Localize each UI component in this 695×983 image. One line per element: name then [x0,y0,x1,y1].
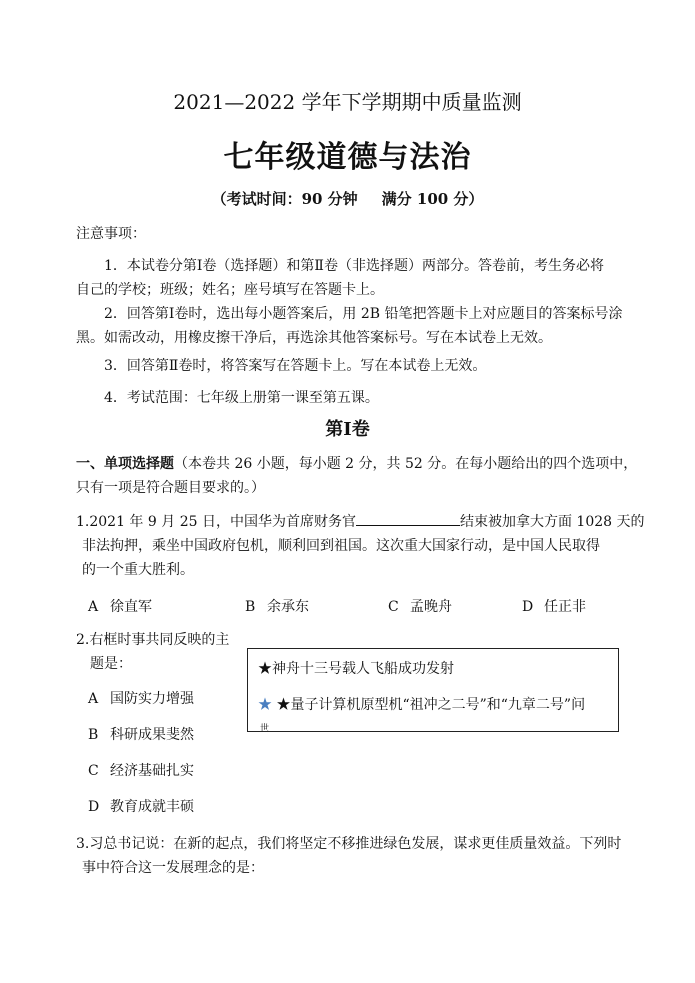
section-instruction-line-2: 只有一项是符合题目要求的。） [76,480,265,496]
q3-line-1: 3.习总书记说：在新的起点，我们将坚定不移推进绿色发展，谋求更佳质量效益。下列时 [76,836,622,852]
notice-item-3: 3．回答第Ⅱ卷时，将答案写在答题卡上。写在本试卷上无效。 [104,358,487,374]
q1-option-d: D 任正非 [522,599,586,615]
q1-line-1 [76,510,645,534]
q2-line-2: 题是： [90,656,132,672]
section-rules: （本卷共 26 小题，每小题 2 分，共 52 分。在每小题给出的四个选项中， [174,456,638,472]
q1-answer-blank [356,511,460,526]
q2-news-item-2: ★ ★量子计算机原型机“祖冲之二号”和“九章二号”问 [258,697,586,713]
q2-option-a: A 国防实力增强 [88,691,194,707]
section-instruction-line-1 [76,452,637,476]
notice-item-4: 4．考试范围：七年级上册第一课至第五课。 [104,390,379,406]
full-score: 满分 100 分） [381,190,484,208]
q1-stem-a: 1.2021 年 9 月 25 日，中国华为首席财务官 [76,514,356,530]
q2-option-b: B 科研成果斐然 [88,727,194,743]
notice-item-2-line-1: 2．回答第Ⅰ卷时，选出每小题答案后，用 2B 铅笔把答题卡上对应题目的答案标号涂 [104,306,623,322]
notice-item-2-line-2: 黑。如需改动，用橡皮擦干净后，再选涂其他答案标号。写在本试卷上无效。 [76,330,552,346]
notice-item-1-line-2: 自己的学校；班级；姓名；座号填写在答题卡上。 [76,282,384,298]
q1-option-a: A 徐直军 [88,599,152,615]
exam-title: 2021—2022 学年下学期期中质量监测 [173,90,522,114]
q3-line-2: 事中符合这一发展理念的是： [82,860,264,876]
q1-line-3: 的一个重大胜利。 [82,562,194,578]
q1-line-2: 非法拘押，乘坐中国政府包机，顺利回到祖国。这次重大国家行动，是中国人民取得 [82,538,600,554]
q2-option-c: C 经济基础扎实 [88,763,194,779]
exam-time-info [0,188,695,209]
star-icon: ★ [258,697,272,713]
section-title: 第Ⅰ卷 [325,419,370,440]
section-type: 一、单项选择题 [76,456,174,472]
q1-stem-b: 结束被加拿大方面 1028 天的 [459,514,645,530]
q2-news-box [247,648,619,732]
q2-news-item-2-overflow: 世 [260,724,270,732]
notice-item-1-line-1: 1．本试卷分第Ⅰ卷（选择题）和第Ⅱ卷（非选择题）两部分。答卷前，考生务必将 [104,258,604,274]
q1-option-b: B 余承东 [245,599,309,615]
q2-line-1: 2.右框时事共同反映的主 [76,632,230,648]
notice-title: 注意事项： [76,226,146,242]
q2-option-d: D 教育成就丰硕 [88,799,194,815]
q1-option-c: C 孟晚舟 [388,599,452,615]
q2-news-item-1: ★神舟十三号载人飞船成功发射 [258,661,454,677]
exam-duration: （考试时间：90 分钟 [211,190,358,208]
subject-title: 七年级道德与法治 [223,140,472,175]
